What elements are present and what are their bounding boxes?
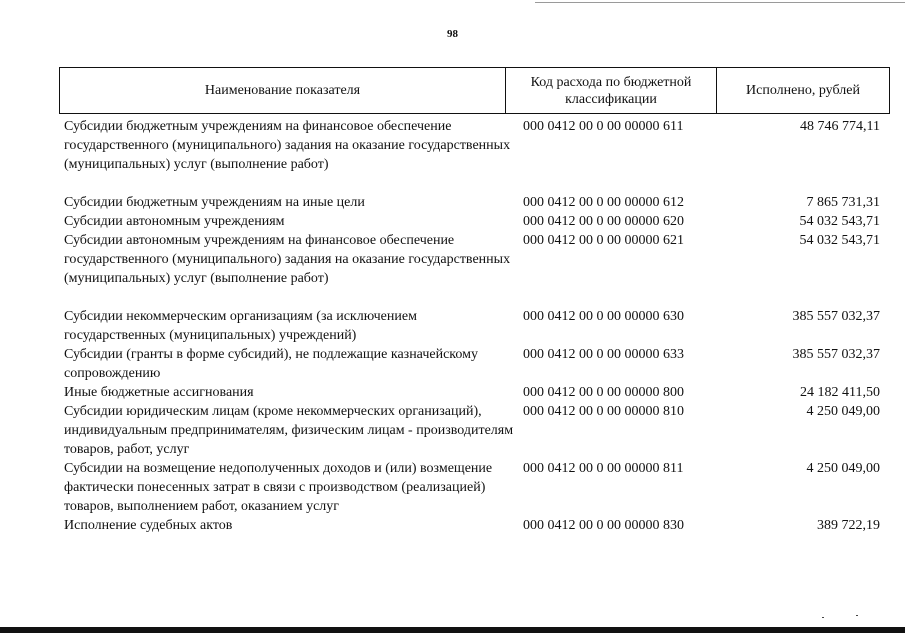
table-row bbox=[64, 402, 890, 459]
row-name: Субсидии автономным учреждениям на финансовое обеспечение государственного (муниципального) задания на оказание государственных (муниципальных) услуг (выполнение работ) bbox=[64, 233, 511, 286]
row-spacer bbox=[64, 174, 890, 193]
table-row bbox=[64, 345, 890, 383]
row-amount: 4 250 049,00 bbox=[806, 404, 880, 419]
row-amount: 48 746 774,11 bbox=[800, 119, 880, 134]
table-row bbox=[64, 383, 890, 402]
header-code: Код расхода по бюджетной классификации bbox=[506, 68, 717, 113]
row-code: 000 0412 00 0 00 00000 800 bbox=[523, 385, 684, 400]
row-code: 000 0412 00 0 00 00000 633 bbox=[523, 347, 684, 362]
row-name: Субсидии бюджетным учреждениям на финансовое обеспечение государственного (муниципального) задания на оказание государственных (муниципальных) услуг (выполнение работ) bbox=[64, 119, 511, 172]
row-amount: 385 557 032,37 bbox=[792, 309, 880, 324]
scan-speck bbox=[856, 615, 858, 616]
row-amount: 7 865 731,31 bbox=[806, 195, 880, 210]
header-name: Наименование показателя bbox=[60, 68, 506, 113]
row-code: 000 0412 00 0 00 00000 811 bbox=[523, 461, 684, 476]
row-code: 000 0412 00 0 00 00000 611 bbox=[523, 119, 684, 134]
table-row bbox=[64, 307, 890, 345]
row-name: Исполнение судебных актов bbox=[64, 518, 233, 533]
row-code: 000 0412 00 0 00 00000 621 bbox=[523, 233, 684, 248]
row-name: Субсидии бюджетным учреждениям на иные цели bbox=[64, 195, 365, 210]
row-name: Субсидии (гранты в форме субсидий), не подлежащие казначейскому сопровождению bbox=[64, 347, 478, 381]
row-name: Иные бюджетные ассигнования bbox=[64, 385, 254, 400]
row-name: Субсидии некоммерческим организациям (за исключением государственных (муниципальных) учреждений) bbox=[64, 309, 417, 343]
row-code: 000 0412 00 0 00 00000 620 bbox=[523, 214, 684, 229]
top-edge-rule bbox=[535, 2, 905, 3]
row-amount: 385 557 032,37 bbox=[792, 347, 880, 362]
row-spacer bbox=[64, 288, 890, 307]
scan-speck bbox=[822, 617, 824, 618]
table-body bbox=[64, 117, 890, 535]
page-number: 98 bbox=[447, 28, 458, 40]
table-row bbox=[64, 459, 890, 516]
table-row bbox=[64, 231, 890, 288]
scan-bottom-edge bbox=[0, 627, 905, 633]
row-amount: 54 032 543,71 bbox=[799, 214, 880, 229]
row-amount: 54 032 543,71 bbox=[799, 233, 880, 248]
table-row bbox=[64, 516, 890, 535]
row-code: 000 0412 00 0 00 00000 810 bbox=[523, 404, 684, 419]
table-row bbox=[64, 117, 890, 174]
row-name: Субсидии на возмещение недополученных доходов и (или) возмещение фактически понесенных затрат в связи с производством (реализацией) товаров, выполнением работ, оказанием услуг bbox=[64, 461, 493, 514]
table-row bbox=[64, 193, 890, 212]
row-name: Субсидии автономным учреждениям bbox=[64, 214, 285, 229]
row-amount: 389 722,19 bbox=[817, 518, 880, 533]
row-code: 000 0412 00 0 00 00000 630 bbox=[523, 309, 684, 324]
row-code: 000 0412 00 0 00 00000 830 bbox=[523, 518, 684, 533]
table-header bbox=[59, 67, 890, 114]
row-code: 000 0412 00 0 00 00000 612 bbox=[523, 195, 684, 210]
row-amount: 24 182 411,50 bbox=[800, 385, 880, 400]
header-amount: Исполнено, рублей bbox=[746, 83, 860, 98]
row-amount: 4 250 049,00 bbox=[806, 461, 880, 476]
row-name: Субсидии юридическим лицам (кроме некоммерческих организаций), индивидуальным предпринимателям, физическим лицам - производителям товаров, работ, услуг bbox=[64, 404, 514, 457]
table-row bbox=[64, 212, 890, 231]
